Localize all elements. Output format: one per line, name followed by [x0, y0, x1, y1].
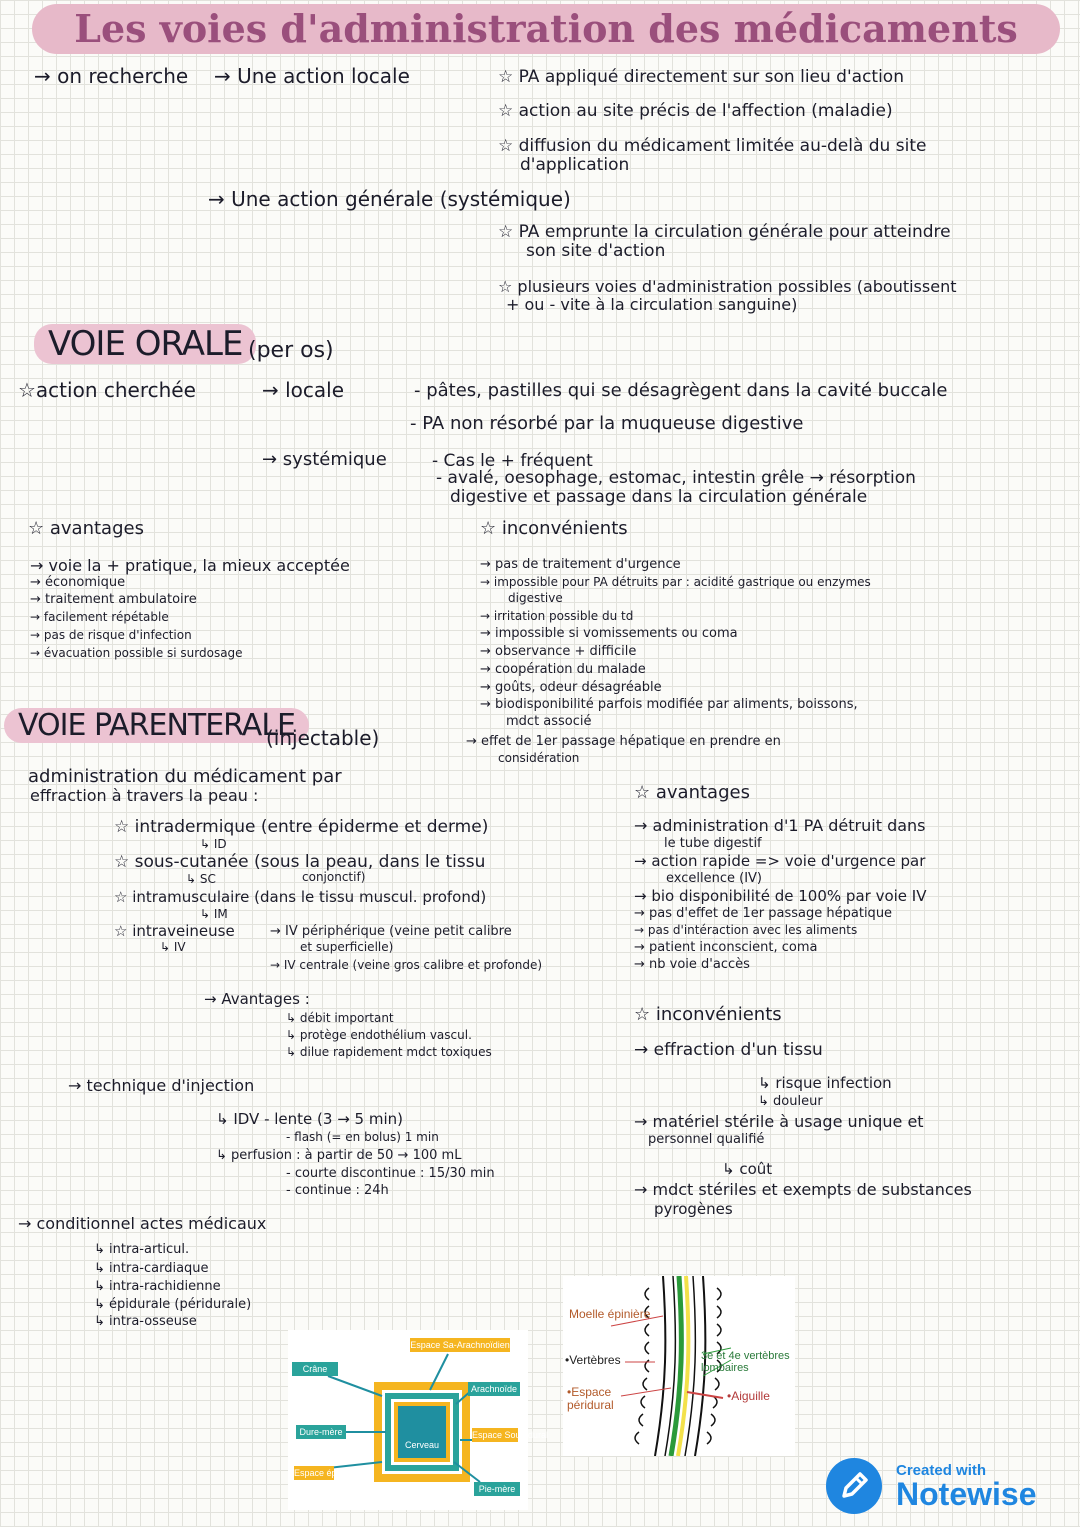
orale-avantages-title: ☆ avantages: [28, 518, 144, 539]
orale-inconv-item: → biodisponibilité parfois modifiée par aliments, boissons,: [480, 697, 858, 712]
actes-title: → conditionnel actes médicaux: [18, 1214, 267, 1233]
iv-adv-item: ↳ dilue rapidement mdct toxiques: [286, 1045, 492, 1059]
orale-inconv-item: → effet de 1er passage hépatique en prendre en: [466, 734, 781, 749]
orale-sub: (per os): [248, 338, 334, 363]
acte-item: ↳ intra-osseuse: [94, 1314, 197, 1329]
acte-item: ↳ épidurale (péridurale): [94, 1297, 252, 1312]
intro-general-point: ☆ plusieurs voies d'administration possibles (aboutissent: [498, 277, 957, 296]
intro-general-label: → Une action générale (systémique): [208, 187, 571, 211]
par-avantage-item: → pas d'effet de 1er passage hépatique: [634, 906, 893, 921]
par-avantage-item: → action rapide => voie d'urgence par: [634, 852, 926, 870]
orale-inconv-item: → observance + difficile: [480, 644, 637, 659]
par-avantage-item: → administration d'1 PA détruit dans: [634, 816, 926, 835]
orale-avantage-item: → économique: [30, 575, 126, 590]
parenterale-sub: (injectable): [266, 726, 380, 750]
orale-inconv-item: digestive: [508, 591, 563, 605]
intro-general-point: + ou - vite à la circulation sanguine): [506, 295, 798, 314]
intro-locale-point: ☆ diffusion du médicament limitée au-delà du site: [498, 136, 927, 156]
intro-locale-point: ☆ action au site précis de l'affection (maladie): [498, 101, 893, 121]
technique-item: ↳ perfusion : à partir de 50 → 100 mL: [216, 1148, 462, 1163]
iv-type: → IV périphérique (veine petit calibre: [270, 924, 512, 939]
technique-item: ↳ IDV - lente (3 → 5 min): [216, 1110, 403, 1128]
par-inconv-item: ↳ coût: [722, 1160, 773, 1178]
label-arachnoid-space: Espace Sa-Arachnoïdien: [410, 1338, 510, 1352]
acte-item: ↳ intra-rachidienne: [94, 1279, 221, 1294]
voie-abbr: ↳ ID: [200, 837, 227, 851]
orale-avantage-item: → traitement ambulatoire: [30, 592, 197, 607]
orale-inconv-title: ☆ inconvénients: [480, 518, 628, 539]
orale-avantage-item: → évacuation possible si surdosage: [30, 646, 243, 660]
technique-item: - courte discontinue : 15/30 min: [286, 1166, 495, 1181]
label-aiguille: •Aiguille: [727, 1389, 770, 1403]
par-inconv-item: personnel qualifié: [648, 1132, 765, 1147]
par-avantage-item: → nb voie d'accès: [634, 957, 750, 972]
label-pie-mere: Pie-mère: [474, 1482, 520, 1496]
meninges-diagram: [288, 1330, 549, 1510]
label-vertebres: •Vertèbres: [565, 1353, 621, 1367]
label-epidural: Espace épidural: [294, 1466, 334, 1480]
notewise-logo: [826, 1458, 882, 1514]
orale-inconv-item: → impossible si vomissements ou coma: [480, 626, 738, 641]
technique-item: - continue : 24h: [286, 1183, 389, 1198]
orale-inconv-item: → pas de traitement d'urgence: [480, 557, 681, 572]
iv-type: et superficielle): [300, 940, 394, 954]
orale-inconv-item: → impossible pour PA détruits par : acidité gastrique ou enzymes: [480, 575, 871, 589]
iv-adv-item: ↳ protège endothélium vascul.: [286, 1028, 472, 1042]
par-avantages-title: ☆ avantages: [634, 782, 750, 803]
orale-avantage-item: → pas de risque d'infection: [30, 628, 192, 642]
iv-adv-item: ↳ débit important: [286, 1011, 394, 1025]
voie-item: ☆ intradermique (entre épiderme et derme): [114, 817, 489, 837]
orale-inconv-item: mdct associé: [506, 714, 592, 729]
orale-systemique: → systémique: [262, 449, 387, 470]
parenterale-def: administration du médicament par: [28, 766, 342, 787]
par-inconv-item: pyrogènes: [654, 1200, 733, 1218]
intro-locale-point: d'application: [520, 155, 630, 175]
spine-diagram: [563, 1276, 795, 1456]
voie-abbr: ↳ IV: [160, 940, 186, 954]
voie-item: ☆ sous-cutanée (sous la peau, dans le tissu: [114, 852, 486, 872]
orale-sys-point: - Cas le + fréquent: [432, 451, 593, 471]
voie-item: conjonctif): [302, 870, 366, 884]
orale-sys-point: digestive et passage dans la circulation générale: [450, 487, 868, 507]
watermark-big: Notewise: [896, 1476, 1037, 1512]
orale-inconv-item: → irritation possible du td: [480, 609, 634, 623]
iv-type: → IV centrale (veine gros calibre et profonde): [270, 958, 543, 972]
acte-item: ↳ intra-articul.: [94, 1242, 190, 1257]
intro-general-point: son site d'action: [526, 241, 666, 261]
technique-item: - flash (= en bolus) 1 min: [286, 1130, 439, 1144]
orale-cherchee: ☆action cherchée: [18, 378, 196, 402]
par-avantage-item: → pas d'intéraction avec les aliments: [634, 923, 858, 937]
par-avantage-item: → bio disponibilité de 100% par voie IV: [634, 887, 927, 905]
parenterale-def: effraction à travers la peau :: [30, 786, 259, 805]
par-inconv-item: → effraction d'un tissu: [634, 1040, 823, 1060]
voie-abbr: ↳ IM: [200, 907, 228, 921]
label-espace-peridural: •Espace péridural: [567, 1385, 614, 1413]
label-cerveau: Cerveau: [404, 1440, 440, 1450]
orale-inconv-item: considération: [498, 751, 580, 765]
orale-locale-point: - pâtes, pastilles qui se désagrègent dans la cavité buccale: [414, 380, 948, 401]
voie-abbr: ↳ SC: [186, 872, 216, 886]
par-inconv-item: ↳ douleur: [758, 1094, 823, 1109]
par-avantage-item: le tube digestif: [664, 836, 762, 851]
par-avantage-item: → patient inconscient, coma: [634, 940, 818, 955]
par-inconv-item: → mdct stériles et exempts de substances: [634, 1180, 972, 1199]
par-avantage-item: excellence (IV): [666, 871, 762, 886]
label-sous-dural: Espace Sous-dural: [472, 1428, 518, 1442]
technique-title: → technique d'injection: [68, 1076, 255, 1095]
par-inconv-item: → matériel stérile à usage unique et: [634, 1112, 924, 1131]
label-lombaires: 3e et 4e vertèbres lombaires: [701, 1350, 790, 1375]
orale-heading: VOIE ORALE: [34, 324, 256, 364]
intro-locale-point: ☆ PA appliqué directement sur son lieu d'action: [498, 67, 904, 87]
brain-block: [396, 1404, 448, 1460]
parenterale-heading: VOIE PARENTERALE: [4, 708, 309, 743]
acte-item: ↳ intra-cardiaque: [94, 1261, 209, 1276]
orale-locale-point: - PA non résorbé par la muqueuse digestive: [410, 413, 804, 434]
orale-inconv-item: → coopération du malade: [480, 662, 646, 677]
pencil-icon: [826, 1458, 882, 1514]
label-dure-mere: Dure-mère: [296, 1425, 346, 1439]
voie-item: ☆ intramusculaire (dans le tissu muscul. profond): [114, 888, 487, 906]
intro-general-point: ☆ PA emprunte la circulation générale pour atteindre: [498, 222, 951, 242]
orale-locale: → locale: [262, 378, 345, 402]
intro-locale-label: → Une action locale: [214, 64, 410, 88]
orale-avantage-item: → facilement répétable: [30, 610, 169, 624]
voie-item: ☆ intraveineuse: [114, 922, 235, 940]
watermark-small: Created with: [896, 1462, 987, 1479]
label-crane: Crâne: [292, 1362, 338, 1376]
par-inconv-title: ☆ inconvénients: [634, 1004, 782, 1025]
intro-lead: → on recherche: [34, 64, 189, 88]
label-arachnoide: Arachnoïde: [468, 1382, 520, 1396]
orale-avantage-item: → voie la + pratique, la mieux acceptée: [30, 556, 350, 575]
iv-adv-title: → Avantages :: [204, 990, 310, 1008]
page-title: Les voies d'administration des médicaments: [32, 4, 1060, 54]
par-inconv-item: ↳ risque infection: [758, 1074, 892, 1092]
orale-inconv-item: → goûts, odeur désagréable: [480, 680, 662, 695]
orale-sys-point: - avalé, oesophage, estomac, intestin grêle → résorption: [436, 468, 916, 488]
label-moelle: Moelle épinière: [569, 1307, 651, 1321]
